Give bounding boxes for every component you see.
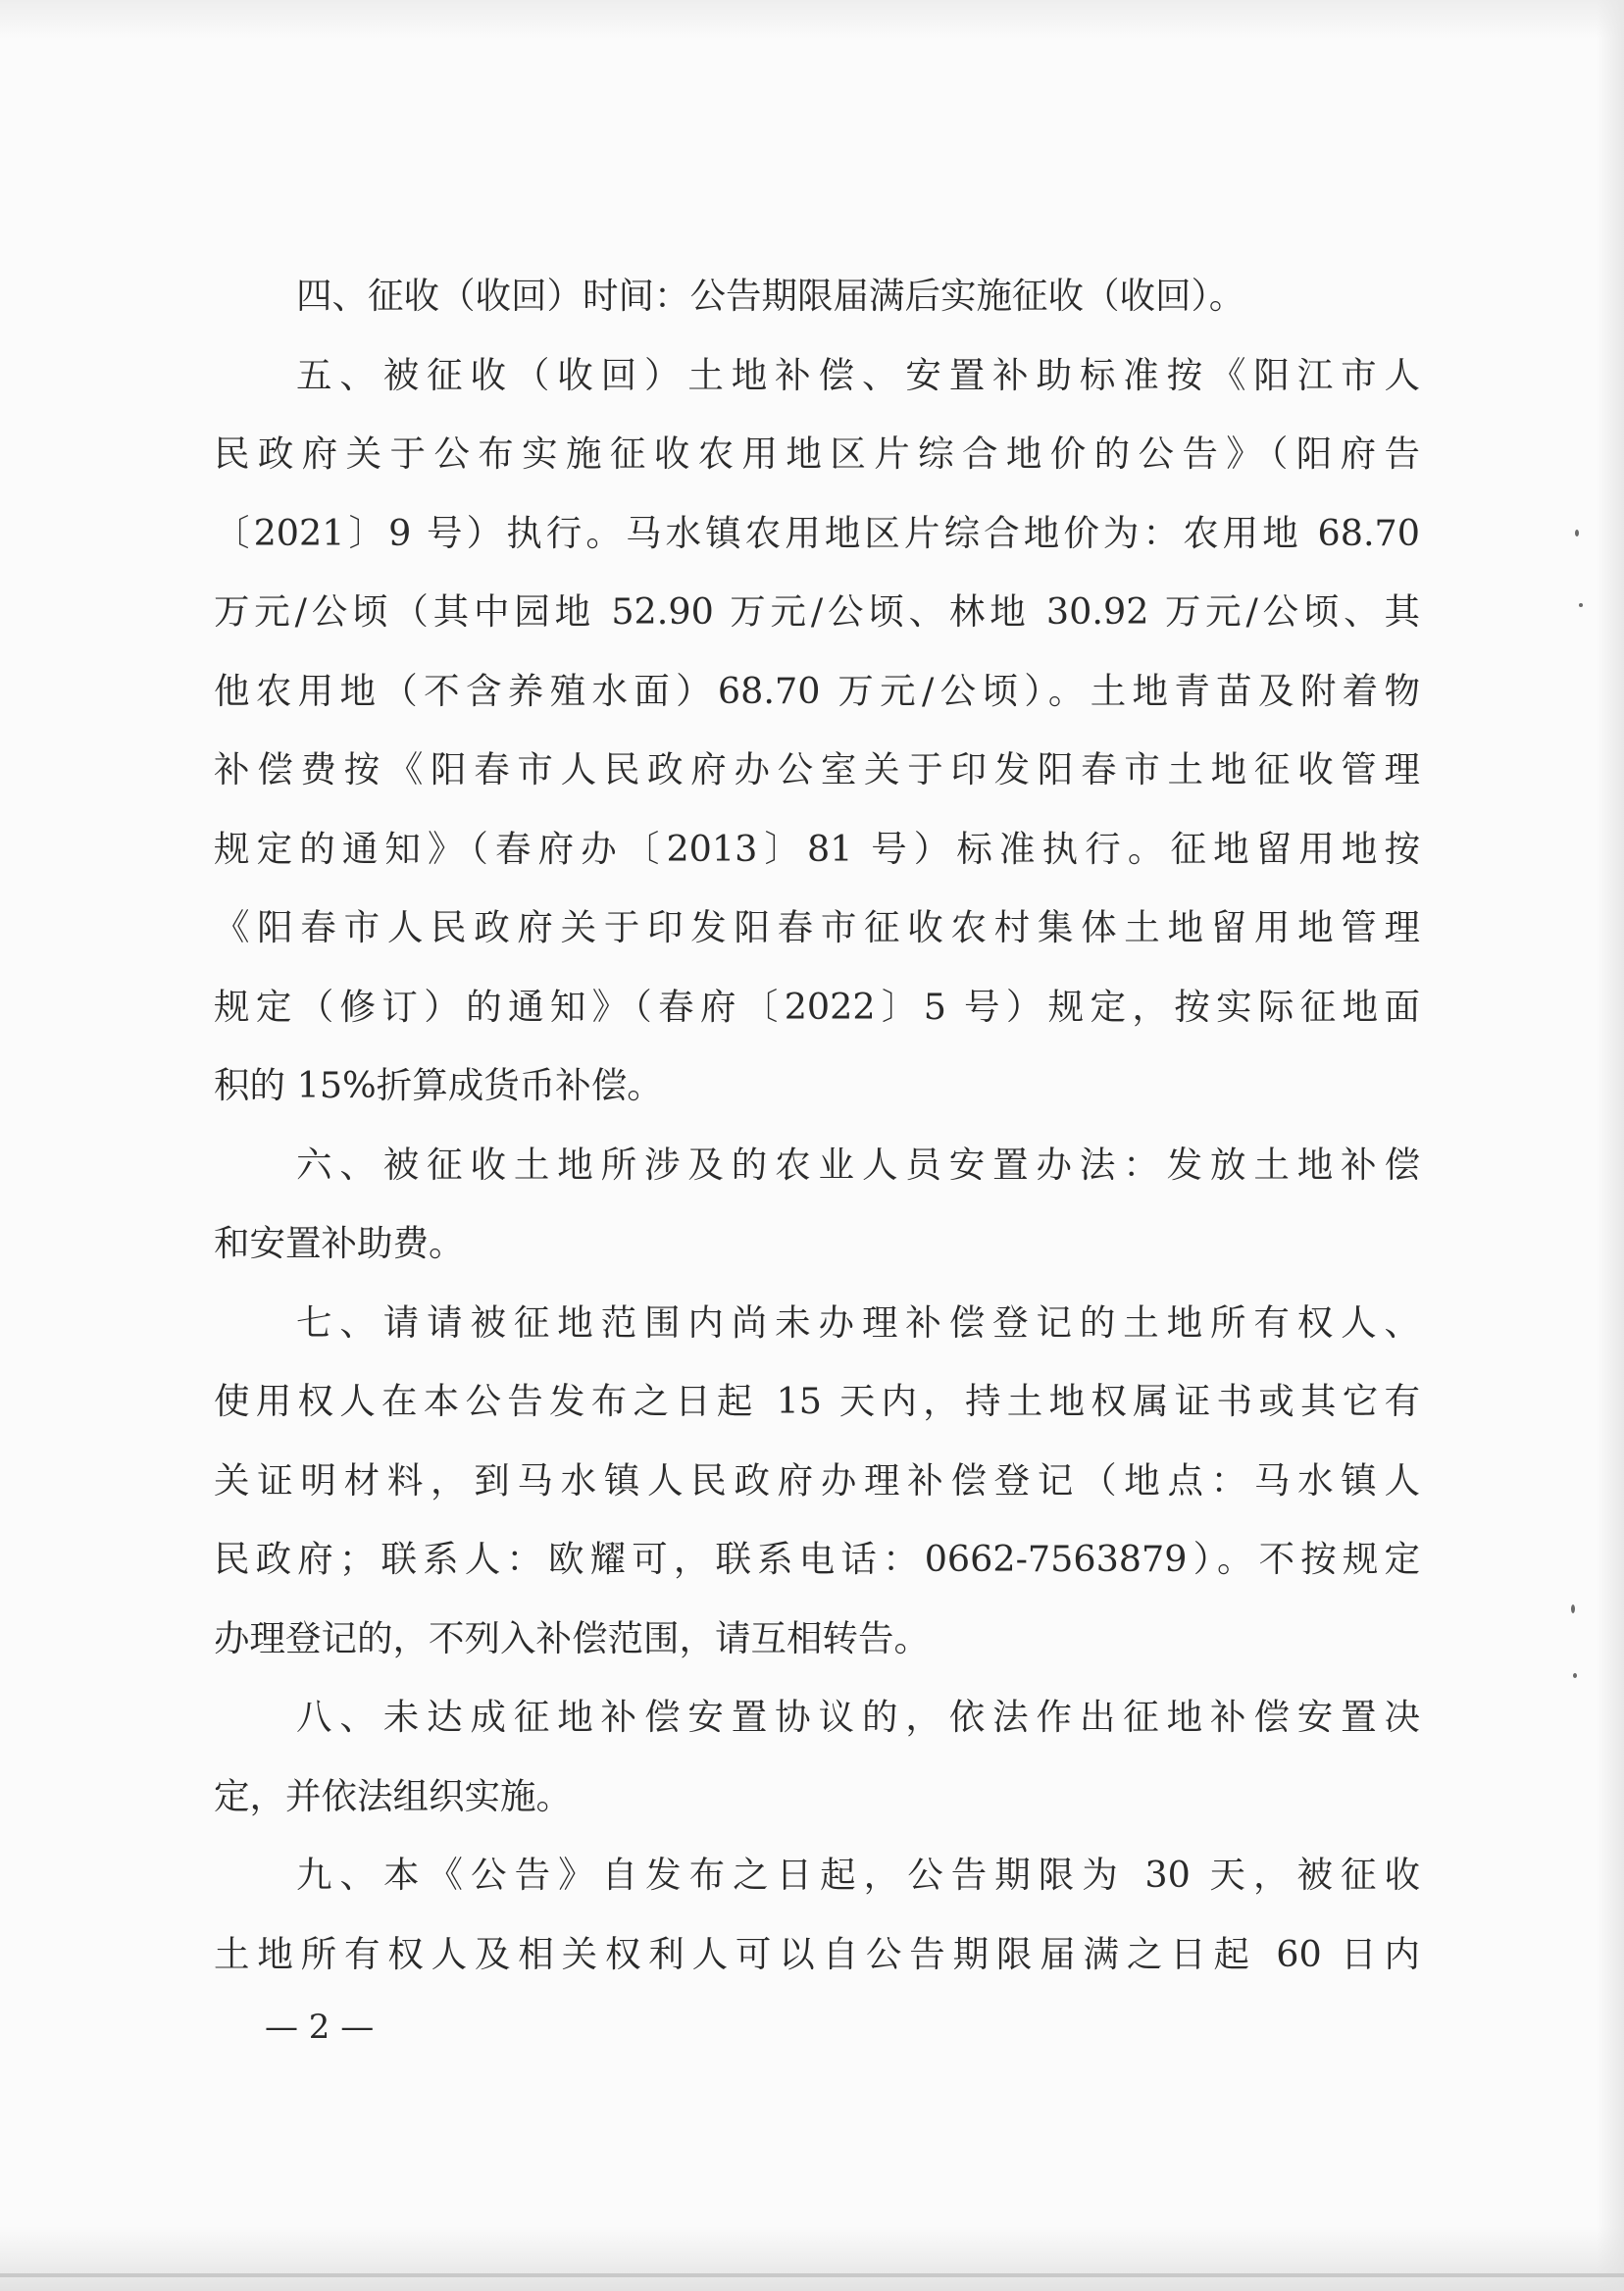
text-line: 土地所有权人及相关权利人可以自公告期限届满之日起 60 日内: [214, 1932, 1420, 1975]
text-line: 规定的通知》（春府办〔2013〕81 号）标准执行。征地留用地按: [214, 827, 1420, 870]
scan-speck: [1573, 1673, 1577, 1678]
page-number: — 2 —: [265, 2008, 375, 2047]
text-line: 六、被征收土地所涉及的农业人员安置办法：发放土地补偿: [296, 1143, 1420, 1186]
text-line: 他农用地（不含养殖水面）68.70 万元/公顷）。土地青苗及附着物: [214, 669, 1420, 712]
text-line: 八、未达成征地补偿安置协议的，依法作出征地补偿安置决: [296, 1696, 1420, 1738]
text-line: 积的 15%折算成货币补偿。: [214, 1064, 663, 1106]
text-line: 使用权人在本公告发布之日起 15 天内，持土地权属证书或其它有: [214, 1380, 1420, 1422]
text-line: 规定（修订）的通知》（春府〔2022〕5 号）规定，按实际征地面: [214, 985, 1420, 1028]
text-line: 办理登记的，不列入补偿范围，请互相转告。: [214, 1616, 930, 1659]
text-line: 万元/公顷（其中园地 52.90 万元/公顷、林地 30.92 万元/公顷、其: [214, 590, 1420, 633]
text-line: 关证明材料，到马水镇人民政府办理补偿登记（地点：马水镇人: [214, 1458, 1420, 1502]
scan-speck: [1571, 1604, 1575, 1613]
text-line: 四、征收（收回）时间：公告期限届满后实施征收（收回）。: [296, 275, 1245, 317]
scan-shadow-top: [0, 0, 1624, 39]
text-line: 和安置补助费。: [214, 1222, 465, 1264]
text-line: 补偿费按《阳春市人民政府办公室关于印发阳春市土地征收管理: [214, 748, 1420, 790]
scan-speck: [1575, 530, 1579, 536]
text-line: 民政府关于公布实施征收农用地区片综合地价的公告》（阳府告: [214, 433, 1420, 475]
scan-shadow-bottom: [0, 2226, 1624, 2291]
text-line: 民政府；联系人：欧耀可，联系电话：0662-7563879）。不按规定: [214, 1538, 1420, 1580]
text-line: 五、被征收（收回）土地补偿、安置补助标准按《阳江市人: [296, 353, 1420, 396]
scan-speck: [1579, 603, 1583, 607]
text-line: 〔2021〕9 号）执行。马水镇农用地区片综合地价为：农用地 68.70: [214, 511, 1420, 554]
text-line: 《阳春市人民政府关于印发阳春市征收农村集体土地留用地管理: [214, 906, 1420, 948]
text-line: 定，并依法组织实施。: [214, 1774, 572, 1817]
scan-shadow-right: [1597, 0, 1624, 2291]
text-line: 九、本《公告》自发布之日起，公告期限为 30 天，被征收: [296, 1854, 1420, 1896]
text-line: 七、请请被征地范围内尚未办理补偿登记的土地所有权人、: [296, 1300, 1420, 1344]
document-body: [214, 257, 1420, 1994]
scan-edge-bottom: [0, 2273, 1624, 2277]
